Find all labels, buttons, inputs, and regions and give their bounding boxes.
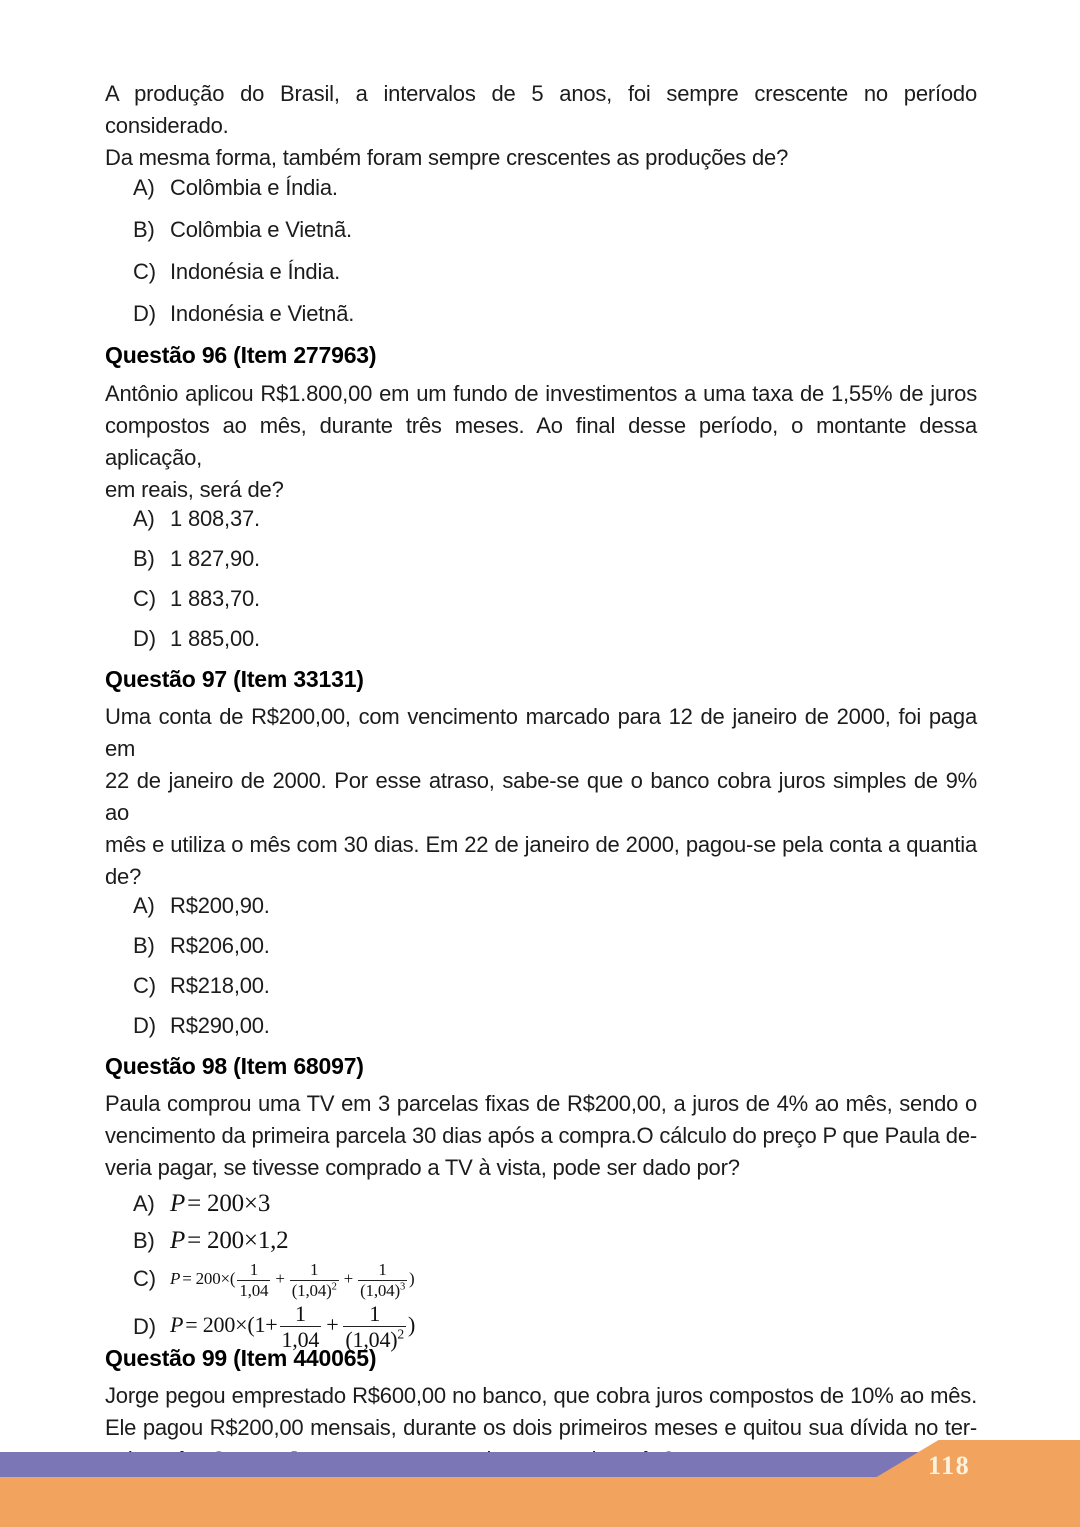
math-variable: P bbox=[170, 1190, 186, 1217]
paragraph-line: de? bbox=[105, 864, 142, 889]
option-label: B) bbox=[133, 546, 155, 571]
math-fraction: $\frac{1}{1,04}$ bbox=[239, 1260, 269, 1300]
question-title: Questão 98 (Item 68097) bbox=[105, 1053, 364, 1079]
option-a bbox=[133, 506, 977, 546]
option-label: A) bbox=[133, 893, 155, 918]
paragraph-line: Uma conta de R$200,00, com vencimento marcado para 12 de janeiro de 2000, foi paga em bbox=[105, 704, 977, 761]
paragraph-line: Paula comprou uma TV em 3 parcelas fixas de R$200,00, a juros de 4% ao mês, sendo o bbox=[105, 1091, 977, 1116]
paragraph-line: Ele pagou R$200,00 mensais, durante os dois primeiros meses e quitou sua dívida no ter- bbox=[105, 1415, 977, 1440]
math-variable: P bbox=[170, 1311, 184, 1337]
math-fraction: $\frac{1}{(1,04)^3}$ bbox=[360, 1260, 406, 1300]
math-expression: = 200×3 bbox=[187, 1190, 271, 1217]
option-text: 1 885,00. bbox=[170, 626, 260, 651]
page-content bbox=[105, 0, 977, 1476]
math-variable: P bbox=[170, 1269, 181, 1288]
option-a bbox=[133, 1184, 977, 1224]
option-label: D) bbox=[133, 626, 156, 651]
math-operator: + bbox=[275, 1269, 285, 1288]
footer-orange-band bbox=[0, 1477, 1080, 1527]
math-operator: + bbox=[326, 1311, 339, 1337]
paragraph-line: veria pagar, se tivesse comprado a TV à vista, pode ser dado por? bbox=[105, 1155, 740, 1180]
option-c bbox=[133, 586, 977, 626]
option-c bbox=[133, 258, 977, 300]
option-label: D) bbox=[133, 301, 156, 326]
formula bbox=[170, 1260, 415, 1300]
paragraph-line: em reais, será de? bbox=[105, 477, 284, 502]
paragraph-line: compostos ao mês, durante três meses. Ao final desse período, o montante dessa aplicação, bbox=[105, 413, 977, 470]
formula bbox=[170, 1227, 288, 1254]
option-text: R$218,00. bbox=[170, 973, 270, 998]
option-d bbox=[133, 626, 977, 666]
math-close-paren: ) bbox=[409, 1269, 415, 1288]
option-label: C) bbox=[133, 586, 156, 611]
option-text: 1 808,37. bbox=[170, 506, 260, 531]
option-label: C) bbox=[133, 1266, 156, 1291]
math-expression: = 200×1,2 bbox=[187, 1227, 289, 1255]
option-d bbox=[133, 1301, 977, 1353]
math-exponent: 3 bbox=[399, 1280, 406, 1292]
option-text: R$200,90. bbox=[170, 893, 270, 918]
math-expression: = 200×( bbox=[182, 1269, 236, 1288]
paragraph-line: Da mesma forma, também foram sempre crescentes as produções de? bbox=[105, 145, 789, 170]
paragraph-line: Antônio aplicou R$1.800,00 em um fundo de investimentos a uma taxa de 1,55% de juros bbox=[105, 381, 977, 406]
question-97-options bbox=[105, 893, 977, 1053]
option-d bbox=[133, 300, 977, 342]
math-fraction: $\frac{1}{1,04}$ bbox=[281, 1301, 320, 1353]
math-fraction: $\frac{1}{(1,04)^2}$ bbox=[345, 1301, 404, 1353]
option-b bbox=[133, 216, 977, 258]
option-label: C) bbox=[133, 259, 156, 284]
option-c bbox=[133, 1257, 977, 1301]
option-label: C) bbox=[133, 973, 156, 998]
option-text: Colômbia e Vietnã. bbox=[170, 217, 352, 242]
math-exponent: 2 bbox=[397, 1326, 404, 1342]
paragraph-line: vencimento da primeira parcela 30 dias após a compra.O cálculo do preço P que Paula de- bbox=[105, 1123, 977, 1148]
option-text: R$206,00. bbox=[170, 933, 270, 958]
option-label: A) bbox=[133, 1191, 155, 1216]
option-label: D) bbox=[133, 1313, 156, 1339]
option-a bbox=[133, 174, 977, 216]
intro-options bbox=[105, 174, 977, 342]
option-label: A) bbox=[133, 506, 155, 531]
math-fraction: $\frac{1}{(1,04)^2}$ bbox=[291, 1260, 337, 1300]
option-d bbox=[133, 1013, 977, 1053]
option-text: R$290,00. bbox=[170, 1013, 270, 1038]
option-text: Colômbia e Índia. bbox=[170, 175, 338, 200]
option-c bbox=[133, 973, 977, 1013]
formula bbox=[170, 1301, 416, 1353]
formula bbox=[170, 1190, 270, 1217]
question-96-options bbox=[105, 506, 977, 666]
question-title: Questão 99 (Item 440065) bbox=[105, 1345, 377, 1371]
math-exponent: 2 bbox=[331, 1280, 337, 1292]
question-98 bbox=[105, 1053, 977, 1353]
math-close-paren: ) bbox=[408, 1311, 416, 1337]
math-expression: = 200×(1+ bbox=[185, 1311, 278, 1337]
question-title: Questão 96 (Item 277963) bbox=[105, 342, 377, 368]
option-label: B) bbox=[133, 1228, 155, 1254]
option-text: 1 883,70. bbox=[170, 586, 260, 611]
option-a bbox=[133, 893, 977, 933]
option-b bbox=[133, 1224, 977, 1257]
option-text: Indonésia e Vietnã. bbox=[170, 301, 355, 326]
question-97 bbox=[105, 666, 977, 1053]
paragraph-line: 22 de janeiro de 2000. Por esse atraso, sabe-se que o banco cobra juros simples de 9% ao bbox=[105, 768, 977, 825]
paragraph-line: mês e utiliza o mês com 30 dias. Em 22 de janeiro de 2000, pagou-se pela conta a quantia bbox=[105, 832, 977, 857]
math-variable: P bbox=[170, 1227, 186, 1255]
intro-question bbox=[105, 78, 977, 342]
option-b bbox=[133, 546, 977, 586]
question-98-options bbox=[105, 1184, 977, 1353]
paragraph-line: Jorge pegou emprestado R$600,00 no banco, que cobra juros compostos de 10% ao mês. bbox=[105, 1383, 977, 1408]
option-label: D) bbox=[133, 1013, 156, 1038]
option-label: B) bbox=[133, 933, 155, 958]
page-number: 118 bbox=[928, 1451, 971, 1480]
paragraph-line: A produção do Brasil, a intervalos de 5 anos, foi sempre crescente no período considerado. bbox=[105, 81, 977, 138]
option-text: 1 827,90. bbox=[170, 546, 260, 571]
option-label: B) bbox=[133, 217, 155, 242]
option-label: A) bbox=[133, 175, 155, 200]
math-operator: + bbox=[343, 1269, 354, 1288]
footer-purple-bar bbox=[0, 1452, 930, 1477]
option-text: Indonésia e Índia. bbox=[170, 259, 341, 284]
option-b bbox=[133, 933, 977, 973]
question-title: Questão 97 (Item 33131) bbox=[105, 666, 364, 692]
question-96 bbox=[105, 342, 977, 666]
